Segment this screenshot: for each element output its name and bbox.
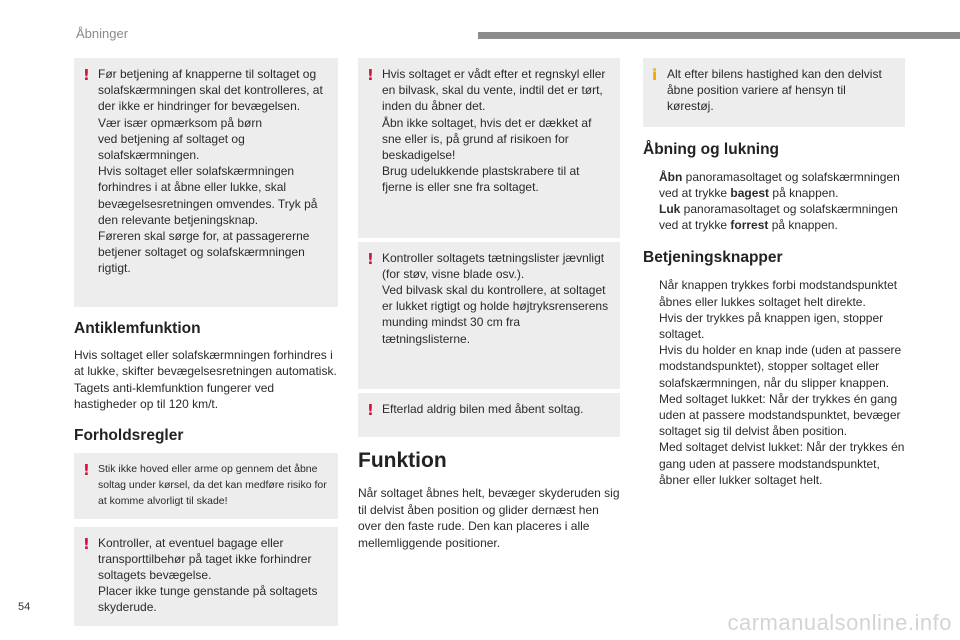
item-text: på knappen.: [769, 185, 839, 200]
page-header-bar: [478, 32, 960, 39]
aabning-list: [643, 169, 905, 234]
info-text: Alt efter bilens hastighed kan den delvist åbne position variere af hensyn til kørestøj.: [667, 67, 882, 114]
info-box-speed: [643, 58, 905, 127]
warning-text: Hvis soltaget er vådt efter et regnskyl eller en bilvask, skal du vente, indtil det er tørt, inden du åbner det. Åbn ikke soltaget, hvis det er dækket af sne eller is, på grund af risikoen for beskadigelse! Brug udelukkende plastskrabere til at fjerne is eller sne fra soltaget.: [382, 67, 606, 195]
warning-icon: !: [83, 66, 90, 84]
section-heading-antiklem: Antiklemfunktion: [74, 319, 201, 337]
item-text: panoramasoltaget og solafskærmningen ved at trykke: [659, 202, 898, 233]
list-item: [643, 439, 905, 488]
warning-box-wet-roof: [358, 58, 620, 238]
column-2: [358, 58, 620, 551]
warning-box-leave-open: [358, 393, 620, 437]
item-text: Når knappen trykkes forbi modstandspunktet åbnes eller lukkes soltaget helt direkte.: [659, 278, 898, 309]
column-3: [643, 58, 905, 488]
warning-box-seals: [358, 242, 620, 389]
warning-text: Kontroller, at eventuel bagage eller transporttilbehør på taget ikke forhindrer soltagets bevægelse. Placer ikke tunge genstande på soltagets skyderude.: [98, 535, 318, 615]
list-item: [643, 277, 905, 309]
antiklem-text: Hvis soltaget eller solafskærmningen forhindres i at lukke, skifter bevægelsesretningen automatisk. Tagets anti-klemfunktion fungerer ved hastigheder op til 120 km/t.: [74, 347, 337, 412]
section-heading-forholdsregler: Forholdsregler: [74, 426, 184, 444]
warning-text: Kontroller soltagets tætningslister jævnligt (for støv, visne blade osv.). Ved bilvask skal du kontrollere, at soltaget er lukket rigtigt og holde højtryksrenserens munding mindst 30 cm fra tætningslisterne.: [382, 250, 609, 346]
page-header-title: Åbninger: [76, 26, 129, 41]
warning-text: Efterlad aldrig bilen med åbent soltag.: [382, 401, 584, 416]
item-bold: bagest: [730, 185, 770, 200]
item-text: panoramasoltaget og solafskærmningen ved at trykke: [659, 169, 900, 200]
item-text: Med soltaget lukket: Når der trykkes én gang uden at passere modstandspunktet, bevæger soltaget sig til delvist åben position.: [659, 391, 901, 439]
list-item: [643, 342, 905, 391]
betjening-list: [643, 277, 905, 488]
list-item: [643, 310, 905, 342]
warning-text: Før betjening af knapperne til soltaget og solafskærmningen skal det kontrolleres, at der ikke er hindringer for bevægelsen. Vær især opmærksom på børn ved betjening af soltaget og solafskærmningen. Hvis soltaget eller solafskærmningen forhindres i at åbne eller lukke, skal bevægelsesretningen omvendes. Tryk på den relevante betjeningsknap. Føreren skal sørge for, at passagererne betjener soltaget og solafskærmningen rigtigt.: [98, 67, 323, 276]
section-heading-aabning: Åbning og lukning: [643, 140, 780, 158]
warning-icon: !: [83, 460, 90, 479]
item-bold: forrest: [730, 218, 769, 233]
item-keyword: Åbn: [659, 169, 683, 184]
column-1: [74, 58, 338, 626]
section-heading-betjening: Betjeningsknapper: [643, 249, 783, 267]
warning-box-luggage: [74, 527, 338, 626]
page-number: 54: [18, 601, 31, 613]
list-item: [643, 201, 905, 233]
item-text: Hvis du holder en knap inde (uden at passere modstandspunktet), stopper soltaget eller solafskærmningen, når du slipper knappen.: [659, 343, 902, 390]
list-item: [643, 169, 905, 201]
funktion-text: Når soltaget åbnes helt, bevæger skyderuden sig til delvist åben position og glider dernæst hen over den faste rude. Den kan placeres i alle mellemliggende positioner.: [358, 486, 620, 550]
warning-box-head-arms: [74, 453, 338, 519]
info-icon: i: [652, 66, 658, 84]
warning-icon: !: [83, 534, 90, 553]
watermark: carmanualsonline.info: [727, 610, 952, 635]
item-keyword: Luk: [659, 202, 681, 217]
warning-box-obstacles: [74, 58, 338, 307]
item-text: Hvis der trykkes på knappen igen, stopper soltaget.: [659, 310, 884, 342]
item-text: Med soltaget delvist lukket: Når der trykkes én gang uden at passere modstandspunktet, åbner eller lukker soltaget helt.: [659, 440, 905, 487]
section-heading-funktion: Funktion: [358, 449, 447, 473]
warning-icon: !: [367, 249, 374, 268]
warning-icon: !: [367, 66, 374, 84]
item-text: på knappen.: [768, 218, 838, 233]
list-item: [643, 391, 905, 440]
warning-icon: !: [367, 400, 374, 419]
warning-text: Stik ikke hoved eller arme op gennem det åbne soltag under kørsel, da det kan medføre risiko for at komme alvorligt til skade!: [98, 462, 327, 507]
